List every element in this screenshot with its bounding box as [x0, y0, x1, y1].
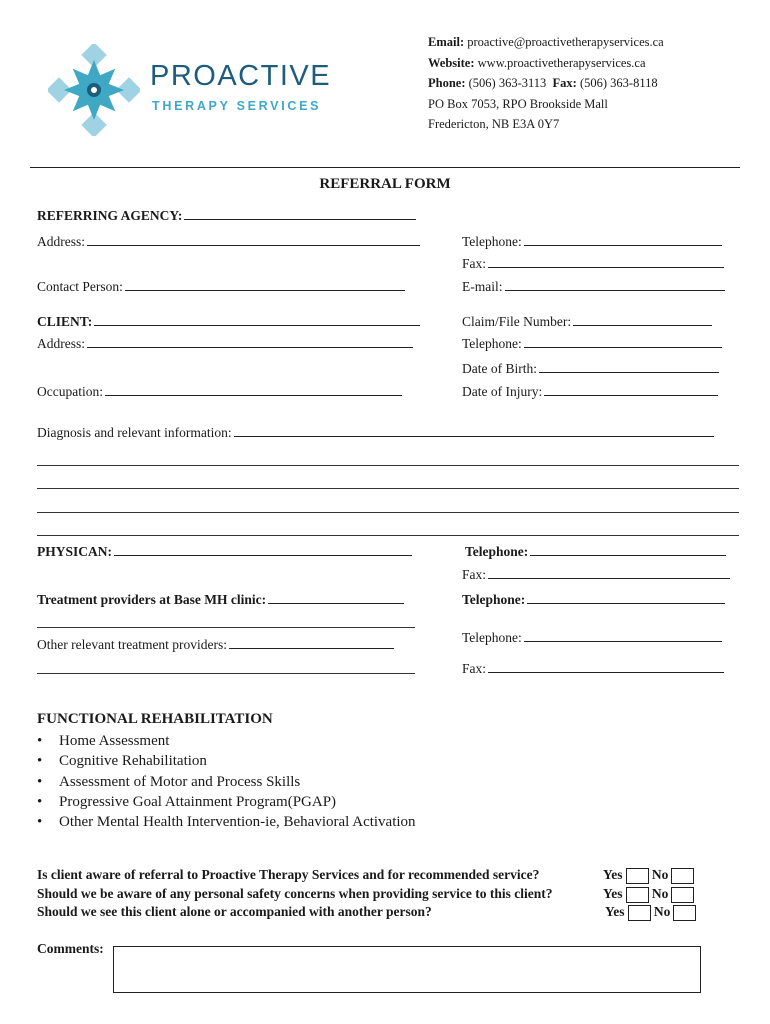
client-field[interactable]: [94, 313, 420, 326]
no-checkbox[interactable]: [671, 887, 694, 903]
agency-telephone-field[interactable]: [524, 233, 722, 246]
no-label: No: [651, 867, 669, 882]
logo-name: PROACTIVE: [150, 60, 332, 92]
list-item: • Assessment of Motor and Process Skills: [37, 772, 416, 792]
header-divider: [30, 167, 740, 168]
treatment-providers-line[interactable]: [37, 627, 415, 628]
other-providers-label: Other relevant treatment providers:: [37, 637, 228, 652]
occupation-field[interactable]: [105, 383, 402, 396]
form-title: REFERRAL FORM: [319, 176, 451, 192]
claim-file-label: Claim/File Number:: [462, 314, 572, 329]
client-address-label: Address:: [37, 336, 85, 351]
yes-checkbox[interactable]: [626, 887, 649, 903]
other-providers-line[interactable]: [37, 673, 415, 674]
physician-label: PHYSICAN:: [37, 544, 113, 559]
no-checkbox[interactable]: [673, 905, 696, 921]
agency-email-label: E-mail:: [462, 279, 503, 294]
referring-agency-label: REFERRING AGENCY:: [37, 208, 183, 223]
treatment-telephone-field[interactable]: [527, 591, 725, 604]
diagnosis-line[interactable]: [37, 535, 739, 536]
other-telephone-field[interactable]: [524, 629, 722, 642]
agency-fax-label: Fax:: [462, 256, 487, 271]
contact-block: [428, 32, 664, 135]
phone-label: Phone:: [428, 76, 466, 91]
yes-label: Yes: [603, 886, 623, 901]
question-1: Is client aware of referral to Proactive Therapy Services and for recommended service?: [37, 867, 540, 882]
treatment-providers-label: Treatment providers at Base MH clinic:: [37, 592, 267, 607]
list-item: • Home Assessment: [37, 731, 416, 751]
rehab-list: [37, 731, 416, 832]
diagnosis-field[interactable]: [234, 424, 714, 437]
comments-label: Comments:: [37, 941, 104, 956]
treatment-telephone-label: Telephone:: [462, 592, 526, 607]
agency-email-field[interactable]: [505, 278, 725, 291]
no-checkbox[interactable]: [671, 868, 694, 884]
fax-label: Fax:: [552, 76, 577, 91]
client-telephone-field[interactable]: [524, 335, 722, 348]
physician-field[interactable]: [114, 543, 412, 556]
date-of-birth-field[interactable]: [539, 360, 719, 373]
agency-fax-field[interactable]: [488, 255, 724, 268]
email-label: Email:: [428, 35, 465, 49]
other-telephone-label: Telephone:: [462, 630, 522, 645]
website-label: Website:: [428, 55, 475, 70]
client-label: CLIENT:: [37, 314, 93, 329]
claim-file-field[interactable]: [573, 313, 712, 326]
occupation-label: Occupation:: [37, 384, 103, 399]
agency-telephone-label: Telephone:: [462, 234, 522, 249]
no-label: No: [653, 904, 671, 919]
phone-value: (506) 363-3113: [468, 76, 547, 91]
list-item: • Cognitive Rehabilitation: [37, 751, 416, 771]
yes-label: Yes: [603, 867, 623, 882]
other-fax-label: Fax:: [462, 661, 487, 676]
contact-person-label: Contact Person:: [37, 279, 123, 294]
other-providers-field[interactable]: [229, 636, 394, 649]
comments-box[interactable]: [113, 946, 701, 993]
contact-person-field[interactable]: [125, 278, 405, 291]
client-address-field[interactable]: [87, 335, 413, 348]
diagnosis-line[interactable]: [37, 512, 739, 513]
yes-checkbox[interactable]: [626, 868, 649, 884]
logo-emblem-icon: [48, 44, 140, 136]
diagnosis-line[interactable]: [37, 488, 739, 489]
physician-fax-field[interactable]: [488, 566, 730, 579]
referring-agency-field[interactable]: [184, 207, 416, 220]
logo-subtitle: THERAPY SERVICES: [152, 99, 322, 113]
date-of-birth-label: Date of Birth:: [462, 361, 537, 376]
diagnosis-line[interactable]: [37, 465, 739, 466]
physician-telephone-field[interactable]: [530, 543, 726, 556]
address-line-2: Fredericton, NB E3A 0Y7: [428, 117, 560, 132]
no-label: No: [651, 886, 669, 901]
yes-checkbox[interactable]: [628, 905, 651, 921]
agency-address-label: Address:: [37, 234, 85, 249]
treatment-providers-field[interactable]: [268, 591, 404, 604]
physician-telephone-label: Telephone:: [465, 544, 529, 559]
yes-label: Yes: [605, 904, 625, 919]
list-item: • Progressive Goal Attainment Program(PGAP): [37, 792, 416, 812]
website-value[interactable]: www.proactivetherapyservices.ca: [477, 55, 646, 70]
question-3: Should we see this client alone or accompanied with another person?: [37, 904, 432, 919]
address-line-1: PO Box 7053, RPO Brookside Mall: [428, 96, 608, 111]
list-item: • Other Mental Health Intervention-ie, Behavioral Activation: [37, 812, 416, 832]
date-of-injury-label: Date of Injury:: [462, 384, 543, 399]
client-telephone-label: Telephone:: [462, 336, 522, 351]
agency-address-field[interactable]: [87, 233, 420, 246]
logo: [48, 44, 348, 136]
diagnosis-label: Diagnosis and relevant information:: [37, 425, 232, 440]
question-2: Should we be aware of any personal safety concerns when providing service to this client?: [37, 886, 553, 901]
physician-fax-label: Fax:: [462, 567, 487, 582]
email-value[interactable]: proactive@proactivetherapyservices.ca: [467, 35, 664, 49]
other-fax-field[interactable]: [488, 660, 724, 673]
fax-value: (506) 363-8118: [579, 76, 658, 91]
date-of-injury-field[interactable]: [544, 383, 718, 396]
rehab-title: FUNCTIONAL REHABILITATION: [37, 711, 273, 727]
